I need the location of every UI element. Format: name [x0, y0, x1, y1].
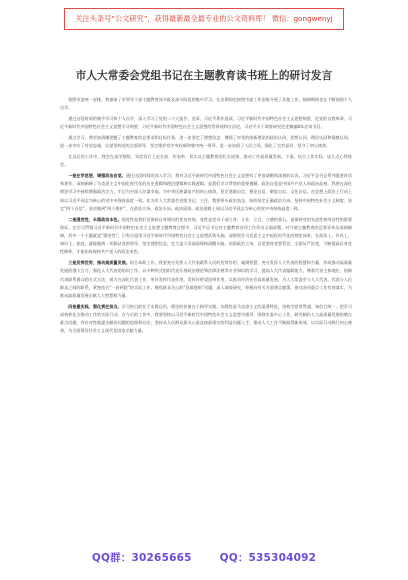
paragraph — [60, 153, 352, 169]
paragraph-text: 学习的目的在于实践运用，理论的价值在于指导实践。实践性是马克思主义的显著特征，坚持学思用贯通、知信行统一，把学习成效转化为推动工作的实际行动。在今后的工作中，我要坚持以习近平新时代中国特色社会主义思想为指导，围绕市委中心工作，研究制约人大高质量发展的堵点难点问题，有针对性地提出解决问题的思路和办法，坚持从人民群众最关心最直接最现实的利益问题入手，推动人大工作不断取得新成效，以实际行动践行初心使命，为全面建设社会主义现代化国家贡献力量。 — [60, 303, 353, 334]
paragraph — [60, 216, 352, 257]
paragraph-text: 通过这段时间的集中学习和个人自学，深入学习了党的二十大报告、党章、习近平著作选读、习近平新时代中国特色社会主义思想纲要、论党的自我革命、习近平新时代中国特色社会主义思想学习纲要、习近平新时代中国特色社会主义思想的世界观和方法论，习近平关于调查研究论述摘编8本必读书目。 — [60, 116, 352, 130]
document-title: 市人大常委会党组书记在主题教育读书班上的研讨发言 — [75, 70, 333, 82]
qq-group-text: QQ群：30265665 — [91, 552, 192, 564]
paragraph — [60, 115, 352, 131]
footer-contact — [0, 550, 408, 565]
paragraph-text: 通过这段时间的深入学习，我对习近平新时代中国特色社会主义思想有了更加清晰和深刻的认识。习近平总书记系列重要讲话和著作，深刻阐释了马克思主义中国化时代化的历史逻辑和理论逻辑和实践逻辑，是我们学习贯彻的重要遵循。政治自觉是中国共产党人的政治品格，我要在深化理论学习中持续增强政治定力，牢记为中国人民谋幸福、为中华民族谋复兴的初心使命，坚定道路自信、理论自信、制度自信、文化自信，在思想上政治上行动上同以习近平同志为核心的党中央保持高度一致。作为市人大常委会党组书记，主任，我要带头政治表态，始终坚定正确政治方向，坚持中国特色社会主义制度，坚定“四个自信”，坚决做到“两个维护”，在政治立场、政治方向、政治原则、政治道路上同以习近平同志为核心的党中央保持高度一致。 — [60, 173, 352, 211]
promo-banner: 关注头条号“公文研究”，获得最新最全最专业的公文资料库！ 微信：gongwenyj — [64, 8, 344, 30]
paragraph — [60, 134, 352, 150]
paragraph — [60, 259, 352, 300]
document-body — [60, 96, 352, 338]
paragraph-text: 强党性是我们党保持自身建设的优良传统。党性是党员干部立身、立业、立言、立德的基石，是保持党的先进性和纯洁性的重要保证。在学习贯彻习近平新时代中国特色社会主义思想主题教育过程中，习近平总书记对主题教育各项工作作出全面部署，对开展主题教育的总要求作出深刻阐释，其中一个主题就是“强党性”，只有自觉用习近平新时代中国特色社会主义思想武装头脑，深刻领会马克思主义中国化时代化的理论成果，在政治上、作风上、知识上，如此，就能做到一切服从党的领导，坚定理想信念，在大是大非面前保持清醒头脑，站稳政治立场，自觉坚持党要管党、全面从严治党，不断提高自身党性修养，才能始终保持共产党人的政治本色。 — [60, 216, 353, 255]
paragraph-text: 按照市委统一安排，我参加了市领导干部主题教育读书班及部分阶段的集中学习，在出期间也按照市委工作安排开展了其他工作，抽调期间也在不断加强个人自学。 — [60, 97, 352, 111]
paragraph-text: 通过学习，我更加清晰把握了主题教育的总要求和目标任务，进一步坚定了理想信念，增强了对党的创新理论的政治认同、思想认同、理论认同和情感认同，进一步夯实了对党忠诚、自觉坚持党的全面领导、坚定维护党中央权威和集中统一领导、进一步站稳了人民立场，强化了宗旨意识，坚守了初心使命。 — [60, 135, 352, 149]
paragraph — [60, 172, 352, 213]
paragraph-lead: 四是重实践，强化责任担当。 — [68, 303, 122, 309]
paragraph-text: 在以后的工作中，我会在深学细悟、笃信笃行上走在前、作表率，切实以主题教育的扎实成效，推动工作高质量发展。下面，结合工作实际，谈几点心得体会。 — [60, 154, 352, 168]
paragraph-lead: 二是强党性，永葆政治本色。 — [68, 216, 122, 222]
paragraph-lead: 一是在学思想、增强政治自觉。 — [68, 173, 126, 178]
paragraph-lead: 三是发挥优势，推动高质量发展。 — [68, 260, 130, 266]
paragraph — [60, 96, 352, 112]
paragraph — [60, 303, 352, 336]
qq-contact-text: QQ：535304092 — [219, 552, 317, 564]
paragraph-text: 结合本职工作，我要充分发挥人大代表联系人民的优势作用，凝聚智慧，充分发挥人大代表的智慧和力量，形成推动高质量发展的强大合力。强化人大代表的培训工作，以多种形式组织代表开展政治理论和法律法规等专业知识的学习，提高人大代表履职能力，尊重代表主体地位，创新代表联系群众的方式方法，着力在深化代表工作，更好发挥代表作用，发挥好桥梁纽带作用，以推动经济社会高质量发展，为人大常委会与人大代表、代表与人民群众之间的联系，紧密结合“一府两院”的实际工作，聚焦群众关心的“急难愁盼”问题，深入调查研究，积极向有关方面建言献策，推动各项重点工作有效落实，为推动高质量发展贡献人大智慧和力量。 — [60, 260, 352, 299]
